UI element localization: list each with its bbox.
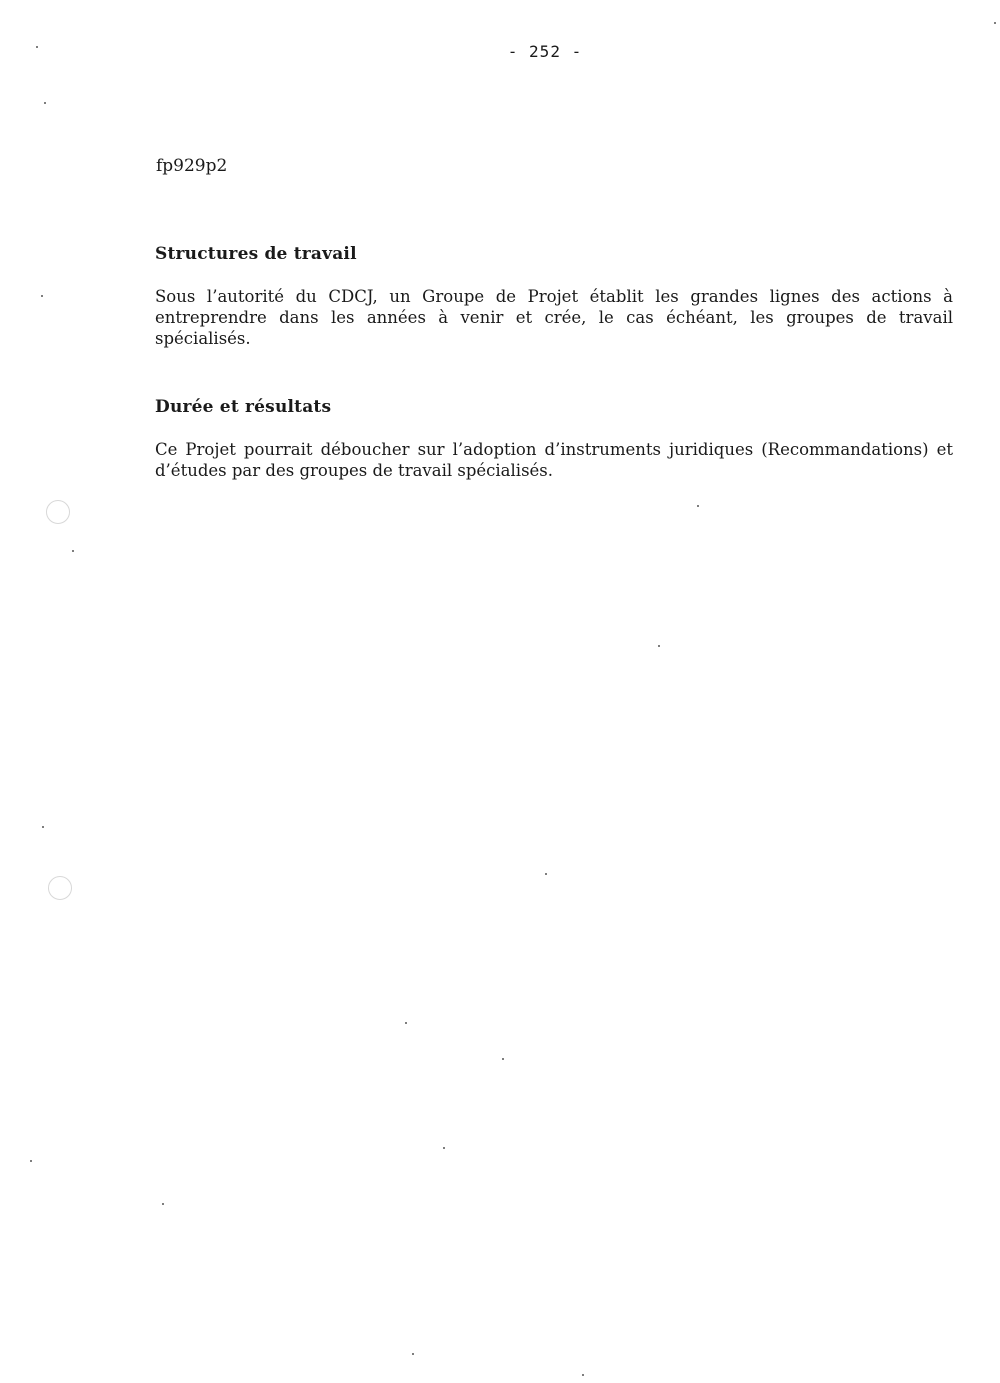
reference-code: fp929p2 [156, 156, 228, 176]
scan-speck [658, 645, 660, 647]
page-number: - 252 - [507, 42, 583, 61]
section-duree [155, 397, 953, 481]
scan-speck [502, 1058, 504, 1060]
scan-speck [994, 22, 996, 24]
scan-speck [162, 1203, 164, 1205]
scan-speck [36, 46, 38, 48]
scan-speck [30, 1160, 32, 1162]
scan-speck [72, 550, 74, 552]
section-body: Ce Projet pourrait déboucher sur l’adoption d’instruments juridiques (Recommandations) et d’études par des groupes de travail spécialisés. [155, 440, 953, 480]
scan-speck [545, 873, 547, 875]
scan-speck [405, 1022, 407, 1024]
section-title: Structures de travail [155, 244, 357, 264]
scan-speck [412, 1353, 414, 1355]
punch-hole-mark [48, 876, 72, 900]
section-body: Sous l’autorité du CDCJ, un Groupe de Projet établit les grandes lignes des actions à entreprendre dans les années à venir et crée, le cas échéant, les groupes de travail spécialisés. [155, 287, 953, 348]
scan-speck [582, 1374, 584, 1376]
scan-speck [697, 505, 699, 507]
section-title: Durée et résultats [155, 397, 332, 417]
scan-speck [41, 295, 43, 297]
scan-speck [443, 1147, 445, 1149]
scan-speck [44, 102, 46, 104]
section-structures [155, 244, 953, 349]
punch-hole-mark [46, 500, 70, 524]
scan-speck [42, 826, 44, 828]
